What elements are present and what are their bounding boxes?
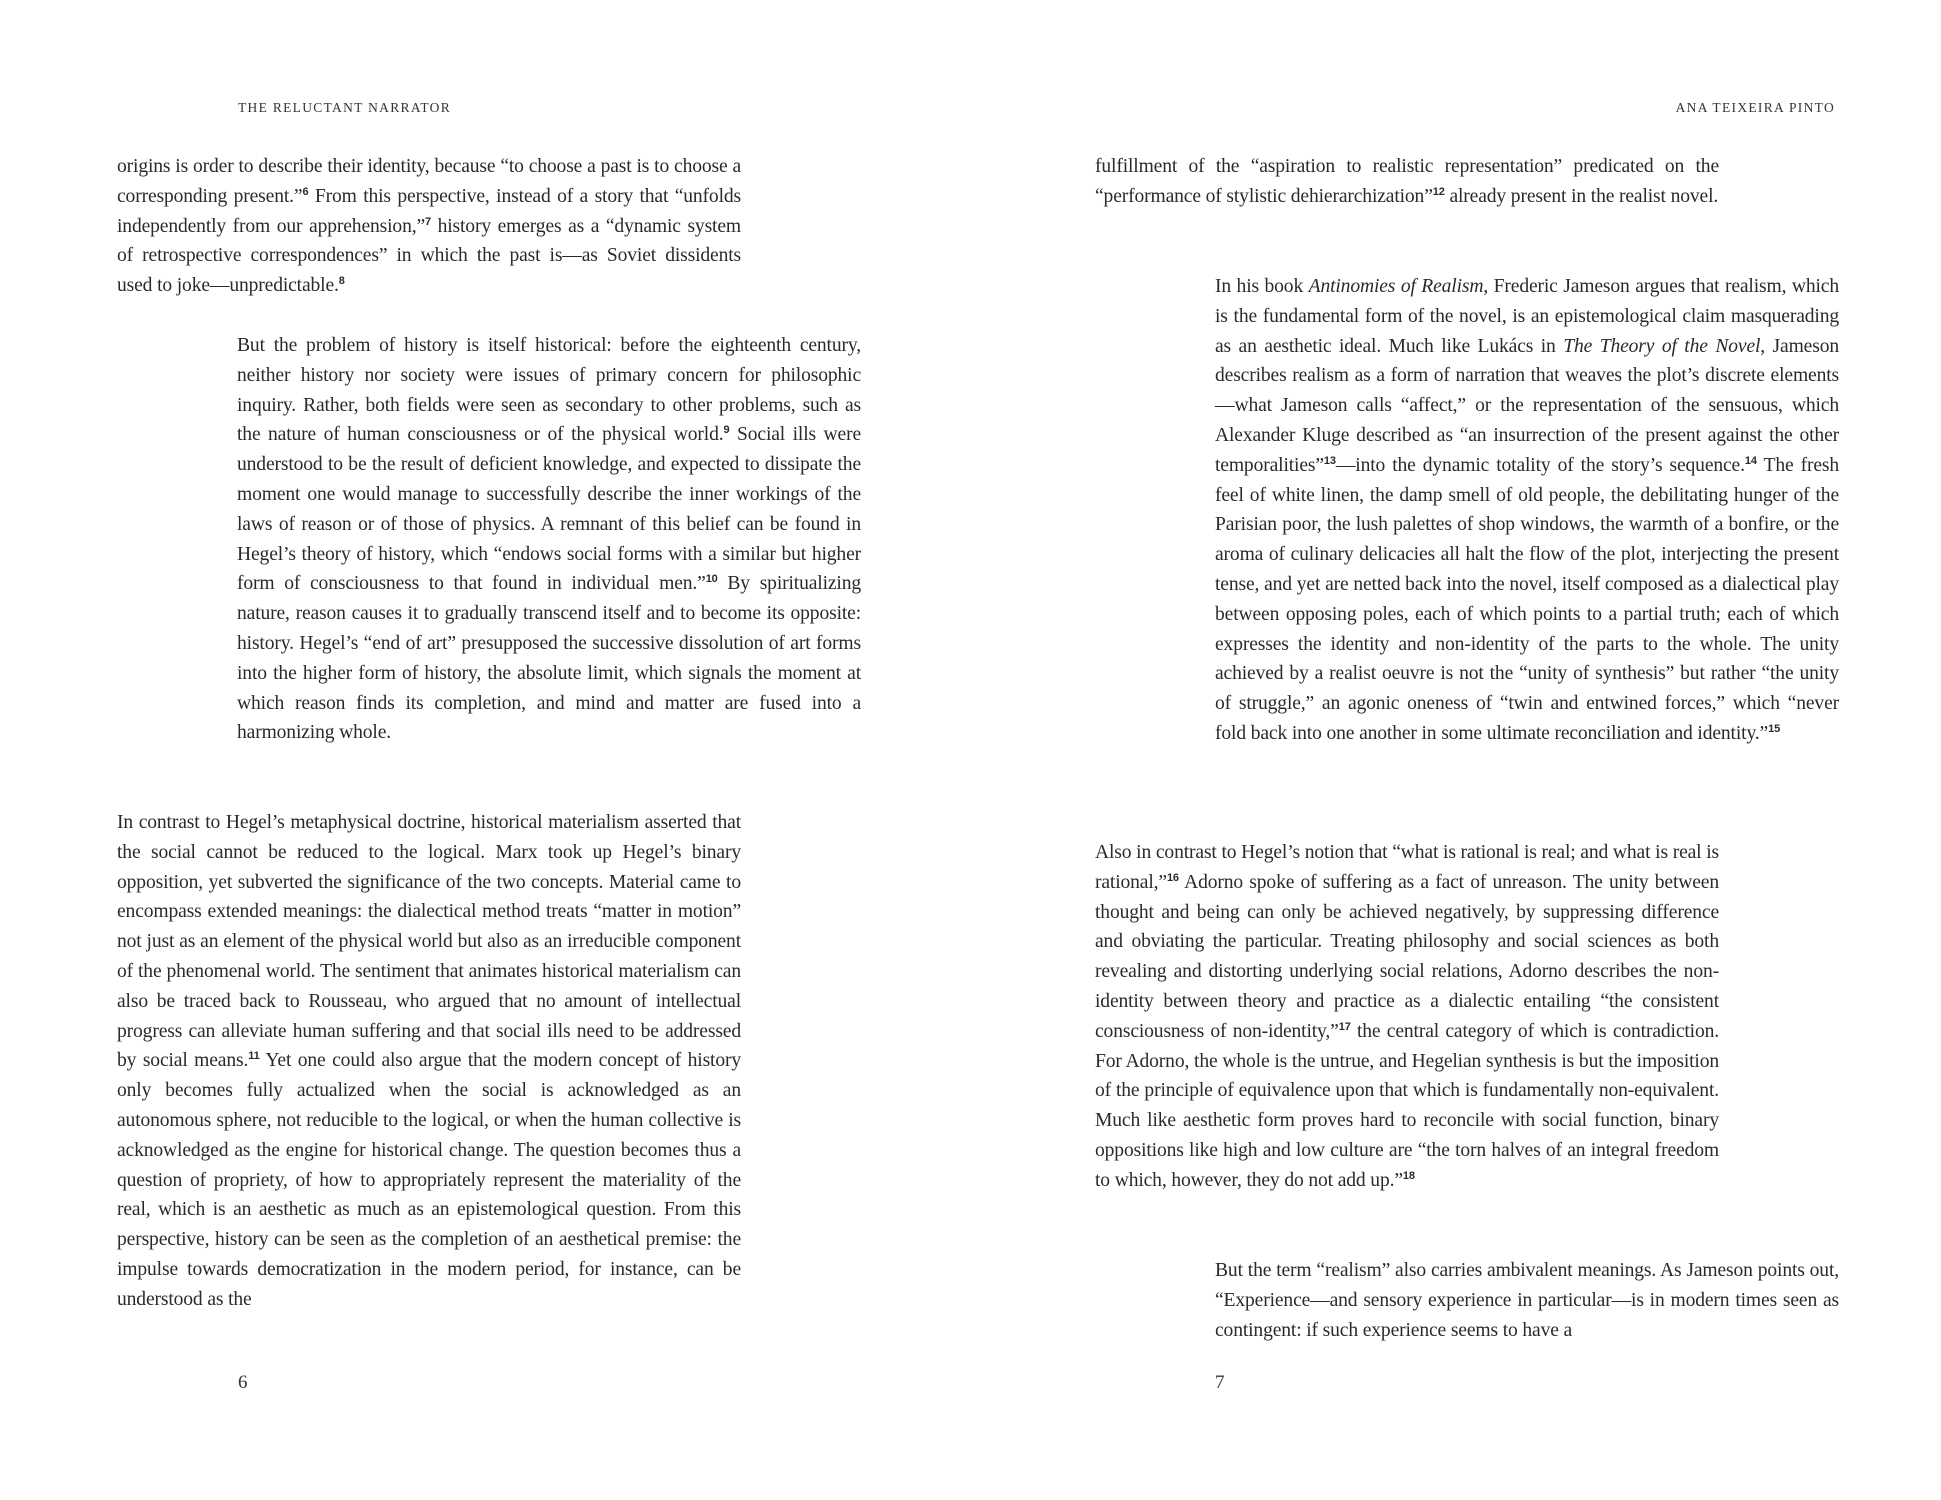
book-title: The Theory of the Novel [1563, 335, 1761, 357]
page-number-right: 7 [1215, 1372, 1225, 1393]
page-number-left: 6 [238, 1372, 248, 1393]
paragraph-block-quote-1: But the problem of history is itself historical: before the eighteenth century, neither history nor society were issues of primary concern for philosophic inquiry. Rather, both fields were seen as secondary to other problems, such as the nature of human consciousness or of the physical world.$^9$ Social ills were understood to be the result of deficient knowledge, and expected to dissipate the moment one would manage to successfully describe the inner workings of the laws of reason or of those of physics. A remnant of this belief can be found in Hegel’s theory of history, which “endows social forms with a similar but higher form of consciousness to that found in individual men.”$^{10}$ By spiritualizing nature, reason causes it to gradually transcend itself and to become its opposite: history. Hegel’s “end of art” presupposed the successive dissolution of art forms into the higher form of history, the absolute limit, which signals the moment at which reason finds its completion, and mind and matter are fused into a harmonizing whole. [237, 335, 861, 744]
footnote-marker: 18 [1402, 1169, 1415, 1182]
running-head-author: ANA TEIXEIRA PINTO [1675, 100, 1835, 115]
paragraph-block-quote-2: In his book Antinomies of Realism, Frederic Jameson argues that realism, which is the fundamental form of the novel, is an epistemological claim masquerading as an aesthetic ideal. Much like Lukács in The Theory of the Novel, Jameson describes realism as a form of narration that weaves the plot’s discrete elements—what Jameson calls “affect,” or the representation of the sensuous, which Alexander Kluge described as “an insurrection of the present against the other temporalities”$^{13}$—into the dynamic totality of the story’s sequence.$^{14}$ The fresh feel of white linen, the damp smell of old people, the debilitating hunger of the Parisian poor, the lush palettes of shop windows, the warmth of a bonfire, or the aroma of culinary delicacies all halt the flow of the plot, interjecting the present tense, and yet are netted back into the novel, itself composed as a dialectical play between opposing poles, each of which points to a partial truth; each of which expresses the identity and non-identity of the parts to the whole. The unity achieved by a realist oeuvre is not the “unity of synthesis” but rather “the unity of struggle,” an agonic oneness of “twin and entwined forces,” which “never fold back into one another in some ultimate reconciliation and identity.”$^{15}$ [1215, 276, 1839, 744]
paragraph-block-quote-3: But the term “realism” also carries ambivalent meanings. As Jameson points out, “Experience—and sensory experience in particular—is in modern times seen as contingent: if such experience seems to have a [1215, 1260, 1839, 1341]
footnote-marker: 12 [1432, 185, 1445, 198]
running-head-book-title: THE RELUCTANT NARRATOR [238, 100, 452, 115]
footnote-marker: 6 [302, 185, 309, 198]
paragraph-body-3: fulfillment of the “aspiration to realistic representation” predicated on the “performance of stylistic dehierarchization”$^{12}$ already present in the realist novel. [1095, 156, 1719, 207]
footnote-marker: 17 [1338, 1020, 1351, 1033]
footnote-marker: 15 [1768, 722, 1781, 735]
footnote-marker: 11 [248, 1050, 260, 1063]
paragraph-body-4: Also in contrast to Hegel’s notion that “what is rational is real; and what is real is rational,”$^{16}$ Adorno spoke of suffering as a fact of unreason. The unity between thought and being can only be achieved negatively, by suppressing difference and obviating the particular. Treating philosophy and social sciences as both revealing and distorting underlying social relations, Adorno describes the non-identity between theory and practice as a dialectic entailing “the consistent consciousness of non-identity,”$^{17}$ the central category of which is contradiction. For Adorno, the whole is the untrue, and Hegelian synthesis is but the imposition of the principle of equivalence upon that which is fundamentally non-equivalent. Much like aesthetic form proves hard to reconcile with social function, binary oppositions like high and low culture are “the torn halves of an integral freedom to which, however, they do not add up.”$^{18}$ [1095, 842, 1719, 1191]
footnote-marker: 16 [1166, 871, 1179, 884]
footnote-marker: 9 [723, 424, 730, 437]
right-page [970, 0, 1941, 1500]
footnote-marker: 7 [425, 215, 431, 228]
left-page [0, 0, 970, 1500]
footnote-marker: 14 [1744, 454, 1757, 467]
footnote-marker: 8 [338, 275, 345, 288]
book-title: Antinomies of Realism [1308, 276, 1484, 297]
paragraph-body-2: In contrast to Hegel’s metaphysical doctrine, historical materialism asserted that the social cannot be reduced to the logical. Marx took up Hegel’s binary opposition, yet subverted the significance of the two concepts. Material came to encompass extended meanings: the dialectical method treats “matter in motion” not just as an element of the physical world but also as an irreducible component of the phenomenal world. The sentiment that animates historical materialism can also be traced back to Rousseau, who argued that no amount of intellectual progress can alleviate human suffering and that social ills need to be addressed by social means.$^{11}$ Yet one could also argue that the modern concept of history only becomes fully actualized when the social is acknowledged as an autonomous sphere, not reducible to the logical, or when the human collective is acknowledged as the engine for historical change. The question becomes thus a question of propriety, of how to appropriately represent the materiality of the real, which is an aesthetic as much as an epistemological question. From this perspective, history can be seen as the completion of an aesthetical premise: the impulse towards democratization in the modern period, for instance, can be understood as the [117, 812, 742, 1310]
footnote-marker: 13 [1323, 454, 1336, 467]
footnote-marker: 10 [705, 573, 718, 586]
paragraph-body-1: origins is order to describe their identity, because “to choose a past is to choose a corresponding present.”$^6$ From this perspective, instead of a story that “unfolds independently from our apprehension,”$^7$ history emerges as a “dynamic system of retrospective correspondences” in which the past is—as Soviet dissidents used to joke—unpredictable.$^8$ [117, 156, 741, 297]
